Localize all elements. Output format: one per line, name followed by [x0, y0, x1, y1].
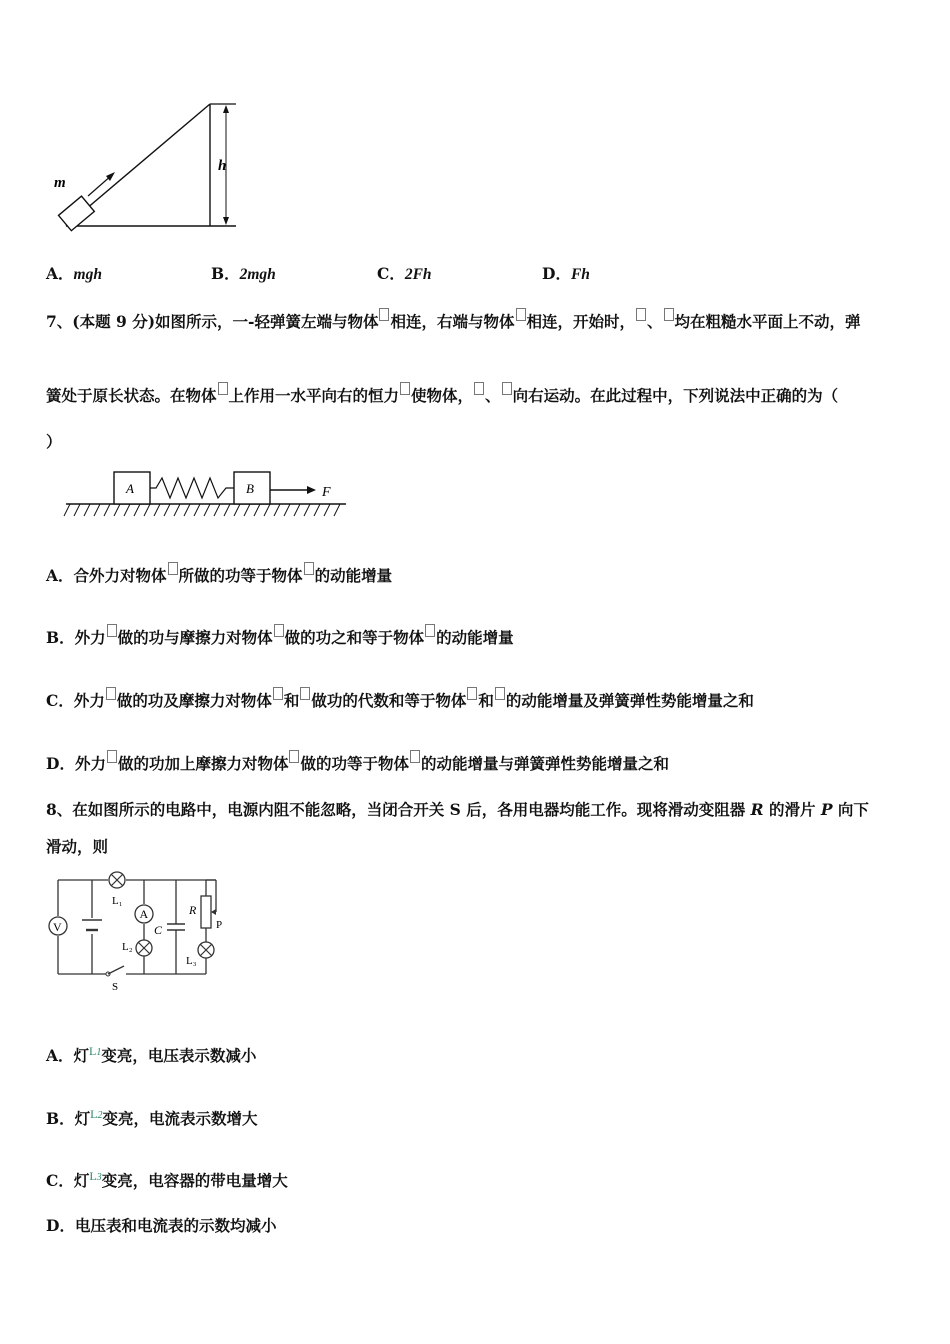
height-label: h	[218, 158, 227, 174]
q8-option-c[interactable]: C．灯$^{L3}$变亮，电容器的带电量增大	[46, 1169, 288, 1190]
q6-option-c[interactable]: C．2Fh	[377, 264, 432, 283]
q7-option-a[interactable]: A．合外力对物体 所做的功等于物体 的动能增量	[46, 562, 392, 587]
q6-option-b[interactable]: B．2mgh	[211, 264, 276, 283]
placeholder-icon	[274, 624, 284, 637]
height-arrow-top	[223, 105, 229, 113]
placeholder-icon	[106, 687, 116, 700]
lamp-l3-icon	[198, 942, 214, 958]
slider-label: P	[216, 919, 223, 931]
lamp-l1-icon	[109, 872, 125, 888]
voltmeter-label: V	[53, 920, 62, 934]
lamp-symbol: L3	[89, 1169, 102, 1183]
lamp-symbol: L2	[90, 1107, 103, 1121]
q7-stem-line2: 簧处于原长状态。在物体 上作用一水平向右的恒力 使物体， 、 向右运动。在此过程中，下列说法中正确的为（	[46, 382, 838, 407]
circuit-figure	[44, 866, 234, 996]
q6-option-a[interactable]: A．mgh	[46, 264, 102, 283]
q7-stem-line3: ）	[46, 432, 62, 451]
placeholder-icon	[168, 562, 178, 575]
placeholder-icon	[664, 308, 674, 321]
spring	[150, 478, 234, 498]
q8-option-a[interactable]: A．灯$^{L1}$变亮，电压表示数减小	[46, 1044, 257, 1065]
lamp-l2-label: L₂	[122, 941, 133, 953]
force-arrowhead	[307, 486, 316, 494]
q7-stem-line1: 7、(本题 9 分)如图所示，一-轻弹簧左端与物体 相连，右端与物体 相连，开始时， 、 均在粗糙水平面上不动，弹	[46, 308, 861, 333]
q7-option-c[interactable]: C．外力 做的功及摩擦力对物体 和 做功的代数和等于物体 和 的动能增量及弹簧弹性势能增量之和	[46, 687, 754, 712]
placeholder-icon	[636, 308, 646, 321]
height-arrow-bottom	[223, 217, 229, 225]
placeholder-icon	[304, 562, 314, 575]
lamp-l1-label: L₁	[112, 895, 123, 907]
placeholder-icon	[300, 687, 310, 700]
lamp-l3-label: L₃	[186, 955, 197, 967]
placeholder-icon	[516, 308, 526, 321]
q7-option-d[interactable]: D．外力 做的功加上摩擦力对物体 做的功等于物体 的动能增量与弹簧弹性势能增量之和	[46, 750, 669, 775]
force-label: F	[322, 485, 331, 500]
lamp-symbol: L1	[89, 1044, 102, 1058]
placeholder-icon	[400, 382, 410, 395]
q8-stem-line1: 8、在如图所示的电路中，电源内阻不能忽略，当闭合开关 S 后，各用电器均能工作。现将滑动变阻器 R 的滑片 P 向下	[46, 800, 869, 819]
q8-stem-line2: 滑动，则	[46, 837, 109, 856]
placeholder-icon	[467, 687, 477, 700]
spring-figure	[58, 466, 358, 524]
placeholder-icon	[273, 687, 283, 700]
placeholder-icon	[218, 382, 228, 395]
placeholder-icon	[410, 750, 420, 763]
placeholder-icon	[495, 687, 505, 700]
q6-option-d[interactable]: D．Fh	[542, 264, 590, 283]
slider-arrowhead	[211, 909, 216, 915]
rheostat-label: R	[189, 903, 197, 917]
placeholder-icon	[379, 308, 389, 321]
placeholder-icon	[474, 382, 484, 395]
q8-option-d[interactable]: D．电压表和电流表的示数均减小	[46, 1216, 277, 1235]
placeholder-icon	[289, 750, 299, 763]
placeholder-icon	[502, 382, 512, 395]
q8-option-b[interactable]: B．灯$^{L2}$变亮，电流表示数增大	[46, 1107, 258, 1128]
mass-label: m	[54, 175, 66, 191]
block-a-label: A	[126, 481, 134, 496]
placeholder-icon	[107, 624, 117, 637]
lamp-l2-icon	[136, 940, 152, 956]
ammeter-label: A	[139, 907, 149, 921]
rheostat-icon	[201, 896, 211, 928]
surface-hatching	[64, 504, 340, 516]
q7-option-b[interactable]: B．外力 做的功与摩擦力对物体 做的功之和等于物体 的动能增量	[46, 624, 514, 649]
placeholder-icon	[107, 750, 117, 763]
block-b-label: B	[246, 481, 254, 496]
incline-figure	[44, 98, 244, 233]
placeholder-icon	[425, 624, 435, 637]
capacitor-label: C	[154, 923, 163, 937]
switch-icon	[108, 966, 124, 974]
switch-label: S	[112, 981, 119, 993]
